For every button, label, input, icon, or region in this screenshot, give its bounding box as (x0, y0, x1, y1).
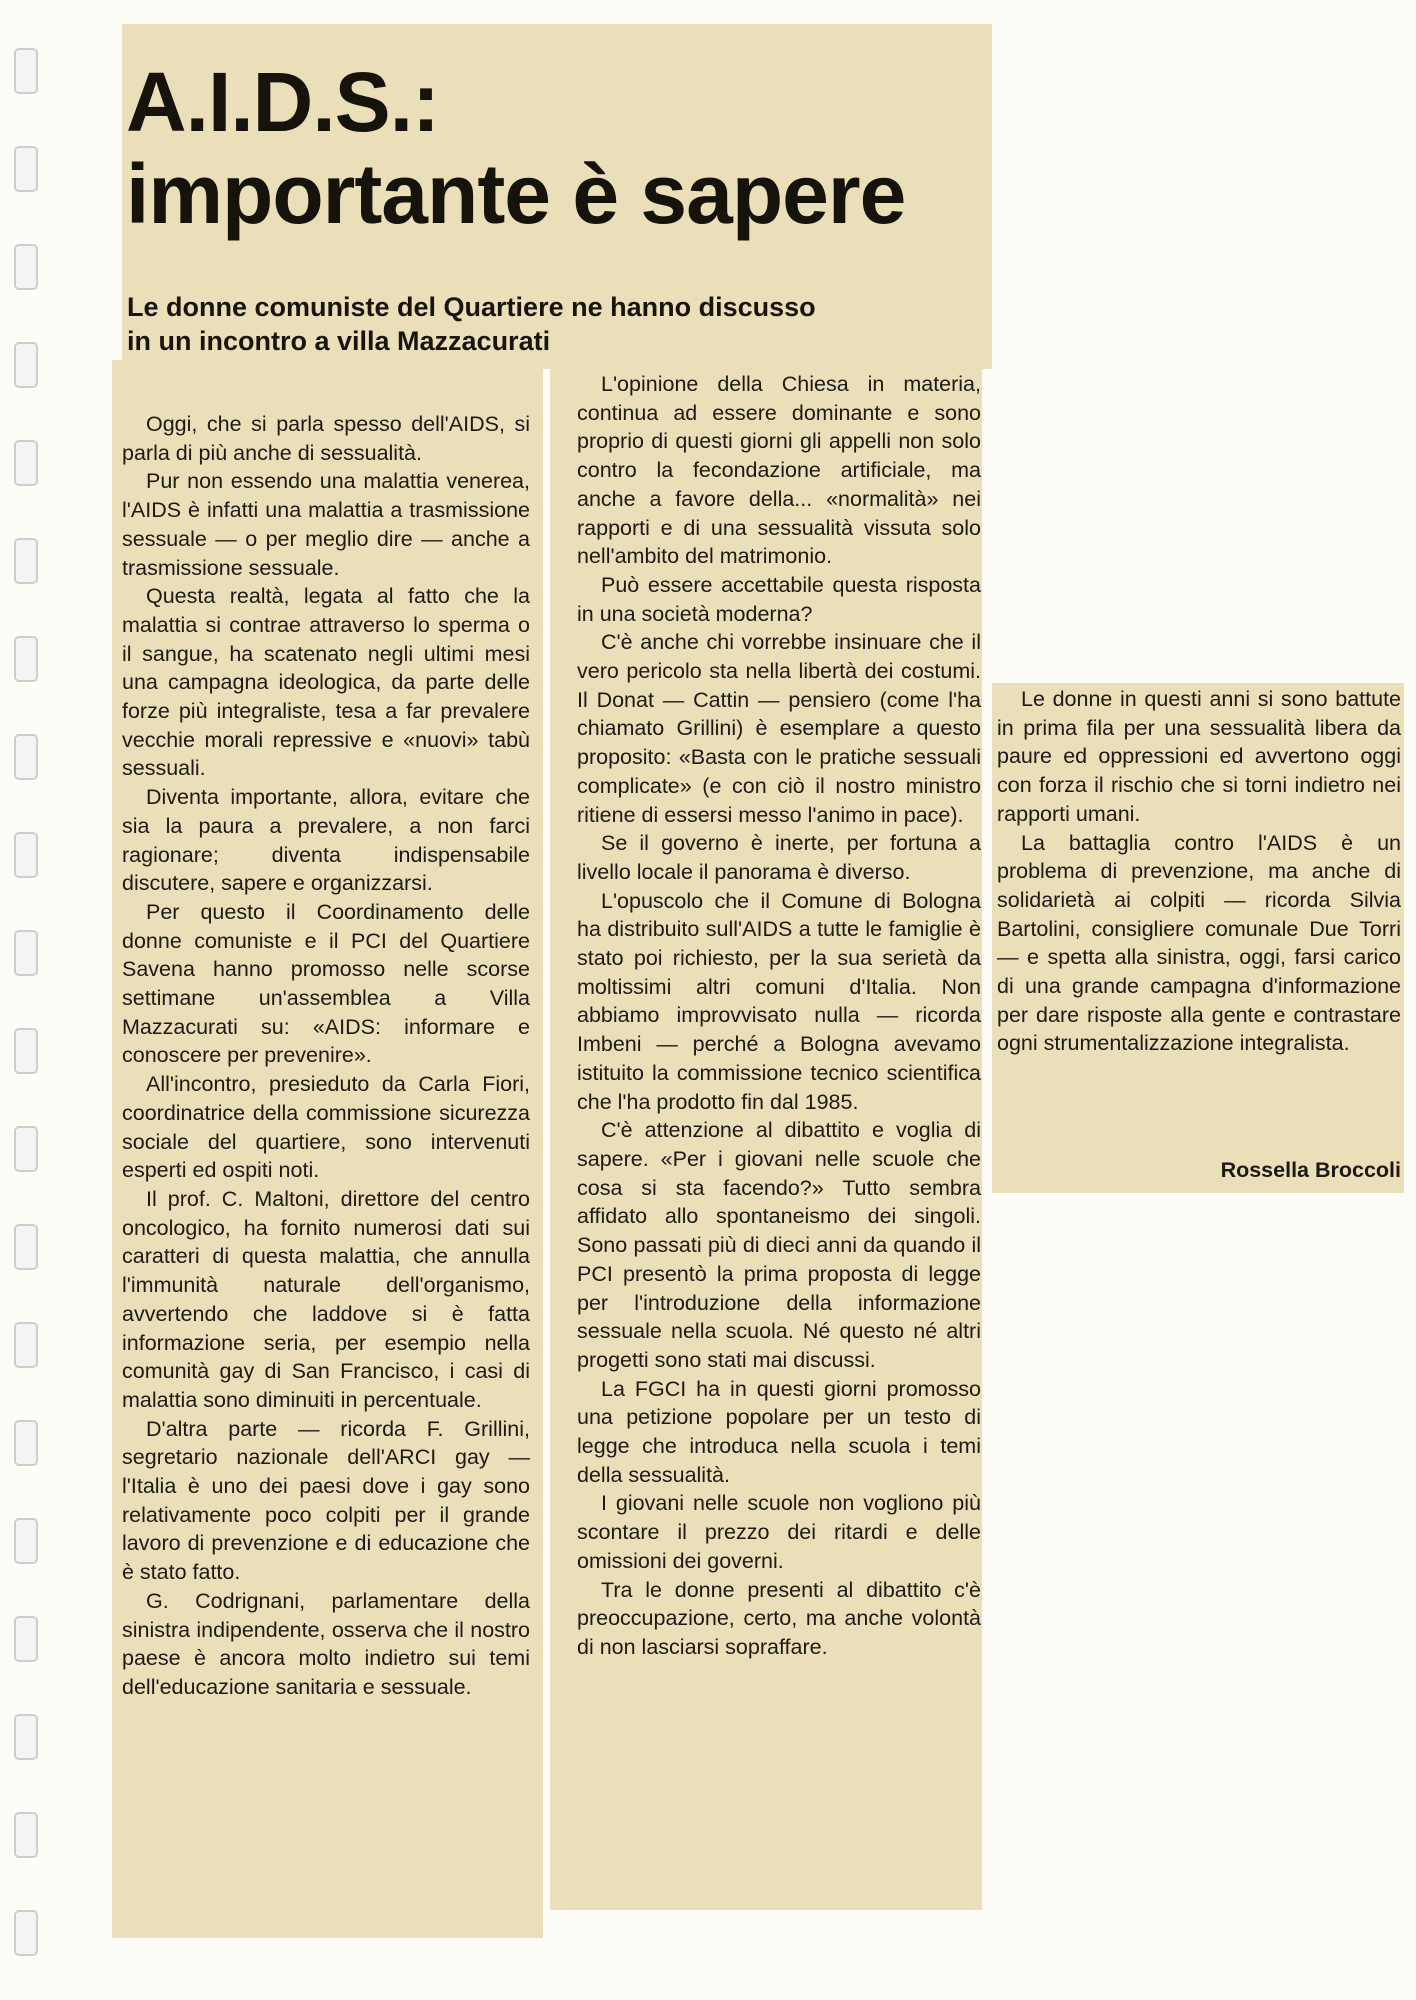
binder-ring (14, 342, 38, 388)
binder-ring (14, 1518, 38, 1564)
binder-ring (14, 1028, 38, 1074)
paragraph: L'opinione della Chiesa in materia, continua ad essere dominante e sono proprio di questi giorni gli appelli non solo contro la fecondazione artificiale, ma anche a favore della... «normalità» nei rapporti e di una sessualità vissuta solo nell'ambito del matrimonio. (577, 372, 981, 569)
paragraph: Il prof. C. Maltoni, direttore del centro oncologico, ha fornito numerosi dati sui caratteri di questa malattia, che annulla l'immunità naturale dell'organismo, avvertendo che laddove si è fatta informazione seria, per esempio nella comunità gay di San Francisco, i casi di malattia sono diminuiti in percentuale. (122, 1186, 530, 1412)
binder-ring (14, 1420, 38, 1466)
paragraph: C'è anche chi vorrebbe insinuare che il vero pericolo sta nella libertà dei costumi. Il Donat — Cattin — pensiero (come l'ha chiamato Grillini) è esemplare a questo proposito: «Basta con le pratiche sessuali complicate» (e con ciò il nostro ministro ritiene di essersi messo l'animo in pace). (577, 630, 981, 827)
headline-line: A.I.D.S.: (126, 55, 440, 149)
paragraph: D'altra parte — ricorda F. Grillini, segretario nazionale dell'ARCI gay — l'Italia è uno dei paesi dove i gay sono relativamente poco colpiti per il grande lavoro di prevenzione e di educazione che è stato fatto. (122, 1416, 530, 1585)
binder-ring (14, 1126, 38, 1172)
paragraph: Pur non essendo una malattia venerea, l'AIDS è infatti una malattia a trasmissione sessuale — o per meglio dire — anche a trasmissione sessuale. (122, 469, 530, 580)
subheadline-line: Le donne comuniste del Quartiere ne hanno discusso (127, 292, 816, 322)
paragraph: Tra le donne presenti al dibattito c'è preoccupazione, certo, ma anche volontà di non lasciarsi sopraffare. (577, 1577, 981, 1659)
binder-ring (14, 440, 38, 486)
binder-ring (14, 48, 38, 94)
binder-ring (14, 832, 38, 878)
article-headline (126, 56, 905, 240)
article-column-3 (997, 685, 1401, 1058)
subheadline-line: in un incontro a villa Mazzacurati (127, 326, 551, 356)
binder-ring (14, 636, 38, 682)
paragraph: Le donne in questi anni si sono battute in prima fila per una sessualità libera da paure ed oppressioni ed avvertono oggi con forza il rischio che si torni indietro nei rapporti umani. (997, 687, 1401, 826)
binder-ring (14, 1322, 38, 1368)
paragraph: I giovani nelle scuole non vogliono più scontare il prezzo dei ritardi e delle omissioni dei governi. (577, 1491, 981, 1573)
binder-ring (14, 1812, 38, 1858)
binder-ring (14, 1714, 38, 1760)
paragraph: La FGCI ha in questi giorni promosso una petizione popolare per un testo di legge che introduca nella scuola i temi della sessualità. (577, 1376, 981, 1487)
binder-ring (14, 734, 38, 780)
binder-margin (0, 0, 60, 2000)
binder-ring (14, 1616, 38, 1662)
paragraph: Se il governo è inerte, per fortuna a livello locale il panorama è diverso. (577, 831, 981, 884)
binder-ring (14, 1910, 38, 1956)
headline-line: importante è sapere (126, 147, 906, 241)
paragraph: Diventa importante, allora, evitare che sia la paura a prevalere, a non farci ragionare; diventa indispensabile discutere, sapere e organizzarsi. (122, 785, 530, 896)
paragraph: C'è attenzione al dibattito e voglia di sapere. «Per i giovani nelle scuole che cosa si sta facendo?» Tutto sembra affidato allo spontaneismo dei singoli. Sono passati più di dieci anni da quando il PCI presentò la prima proposta di legge per l'introduzione della informazione sessuale nella scuola. Né questo né altri progetti sono stati mai discussi. (577, 1118, 981, 1372)
paragraph: Può essere accettabile questa risposta in una società moderna? (577, 572, 981, 626)
article-column-1 (122, 410, 530, 1702)
author-byline: Rossella Broccoli (1220, 1158, 1401, 1182)
article-subheadline (127, 290, 816, 358)
paragraph: Oggi, che si parla spesso dell'AIDS, si parla di più anche di sessualità. (122, 412, 530, 465)
paragraph: G. Codrignani, parlamentare della sinistra indipendente, osserva che il nostro paese è ancora molto indietro sui temi dell'educazione sanitaria e sessuale. (122, 1588, 530, 1699)
binder-ring (14, 146, 38, 192)
paragraph: Per questo il Coordinamento delle donne comuniste e il PCI del Quartiere Savena hanno promosso nelle scorse settimane un'assemblea a Villa Mazzacurati su: «AIDS: informare e conoscere per prevenire». (122, 899, 530, 1068)
binder-ring (14, 244, 38, 290)
paragraph: L'opuscolo che il Comune di Bologna ha distribuito sull'AIDS a tutte le famiglie è stato poi richiesto, per la sua serietà da moltissimi altri comuni d'Italia. Non abbiamo improvvisato nulla — ricorda Imbeni — perché a Bologna avevamo istituito la commissione tecnico scientifica che l'ha prodotto fin dal 1985. (577, 888, 981, 1114)
binder-ring (14, 1224, 38, 1270)
binder-ring (14, 538, 38, 584)
binder-ring (14, 930, 38, 976)
article-column-2 (577, 370, 981, 1662)
paragraph: La battaglia contro l'AIDS è un problema di prevenzione, ma anche di solidarietà ai colpiti — ricorda Silvia Bartolini, consigliere comunale Due Torri — e spetta alla sinistra, oggi, farsi carico di una grande campagna d'informazione per dare risposte alla gente e contrastare ogni strumentalizzazione integralista. (997, 830, 1401, 1056)
paragraph: Questa realtà, legata al fatto che la malattia si contrae attraverso lo sperma o il sangue, ha scatenato negli ultimi mesi una campagna ideologica, da parte delle forze più integraliste, tesa a far prevalere vecchie morali repressive e «nuovi» tabù sessuali. (122, 584, 530, 781)
paragraph: All'incontro, presieduto da Carla Fiori, coordinatrice della commissione sicurezza sociale del quartiere, sono intervenuti esperti ed ospiti noti. (122, 1072, 530, 1183)
